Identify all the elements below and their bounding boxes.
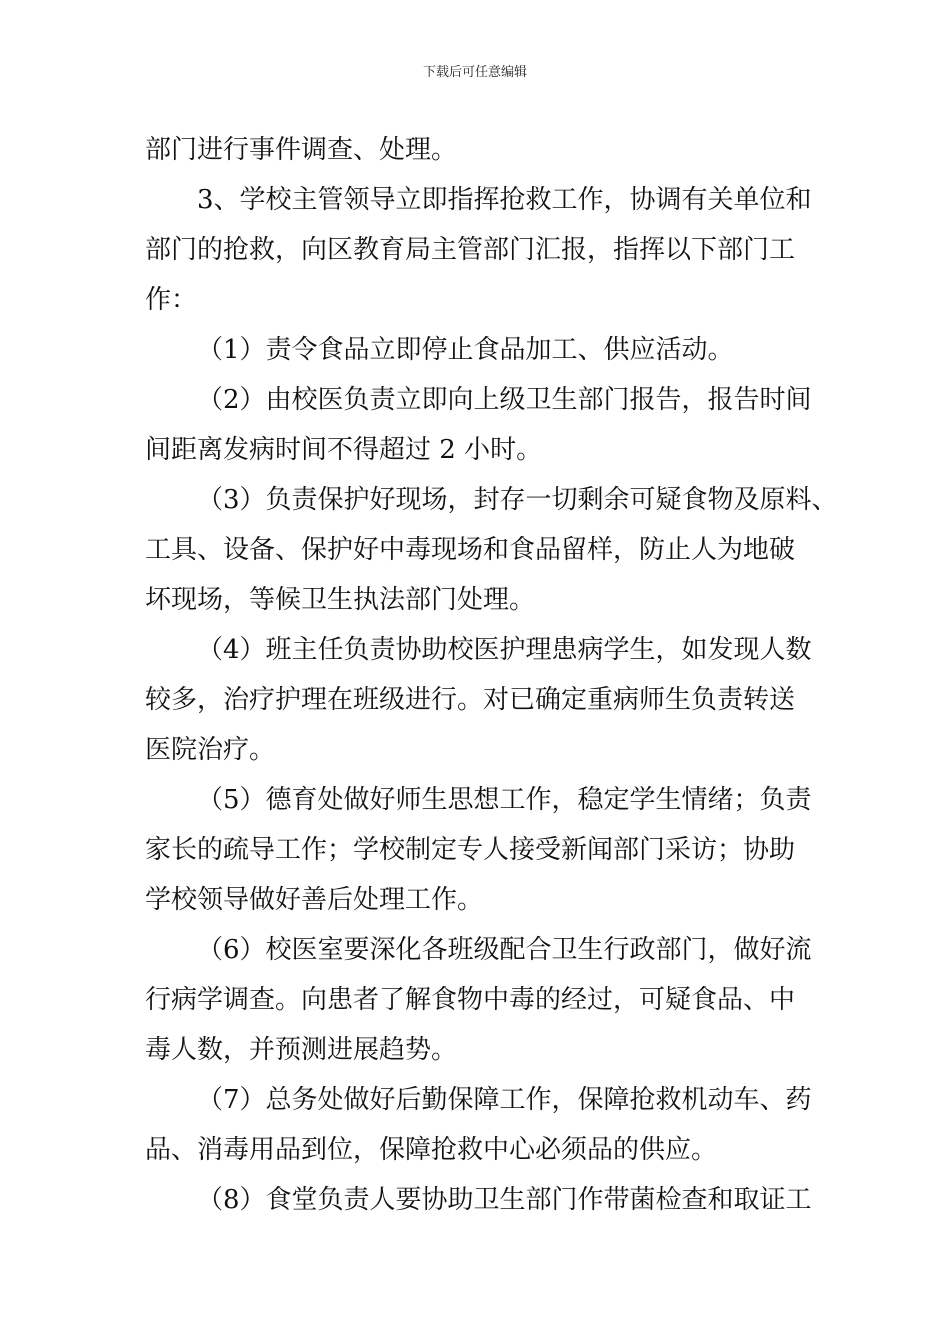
text-line: 部门进行事件调查、处理。 [145,135,458,165]
text-line: （6）校医室要深化各班级配合卫生行政部门，做好流 [197,935,812,965]
text-line: 医院治疗。 [145,735,276,765]
text-line: 行病学调查。向患者了解食物中毒的经过，可疑食品、中 [145,985,796,1015]
text-line: （1）责令食品立即停止食品加工、供应活动。 [197,335,734,365]
text-line: 间距离发病时间不得超过 2 小时。 [145,435,543,465]
text-line: （5）德育处做好师生思想工作，稳定学生情绪；负责 [197,785,812,815]
text-line: 较多，治疗护理在班级进行。对已确定重病师生负责转送 [145,685,796,715]
document-body [145,125,838,1225]
page-header: 下载后可任意编辑 [422,65,527,80]
text-line: 品、消毒用品到位，保障抢救中心必须品的供应。 [145,1135,718,1165]
text-line: 3、学校主管领导立即指挥抢救工作，协调有关单位和 [197,185,812,215]
text-line: 学校领导做好善后处理工作。 [145,885,484,915]
text-line: 毒人数，并预测进展趋势。 [145,1035,458,1065]
text-line: （4）班主任负责协助校医护理患病学生，如发现人数 [197,635,812,665]
text-line: 家长的疏导工作；学校制定专人接受新闻部门采访；协助 [145,835,796,865]
text-line: （2）由校医负责立即向上级卫生部门报告，报告时间 [197,385,812,415]
text-line: （7）总务处做好后勤保障工作，保障抢救机动车、药 [197,1085,812,1115]
text-line: 工具、设备、保护好中毒现场和食品留样，防止人为地破 [145,535,796,565]
text-line: 坏现场，等候卫生执法部门处理。 [145,585,536,615]
text-line: （3）负责保护好现场，封存一切剩余可疑食物及原料、 [197,485,838,515]
text-line: 部门的抢救，向区教育局主管部门汇报，指挥以下部门工 [145,235,796,265]
text-line: 作： [145,285,198,315]
text-line: （8）食堂负责人要协助卫生部门作带菌检查和取证工 [197,1185,812,1215]
